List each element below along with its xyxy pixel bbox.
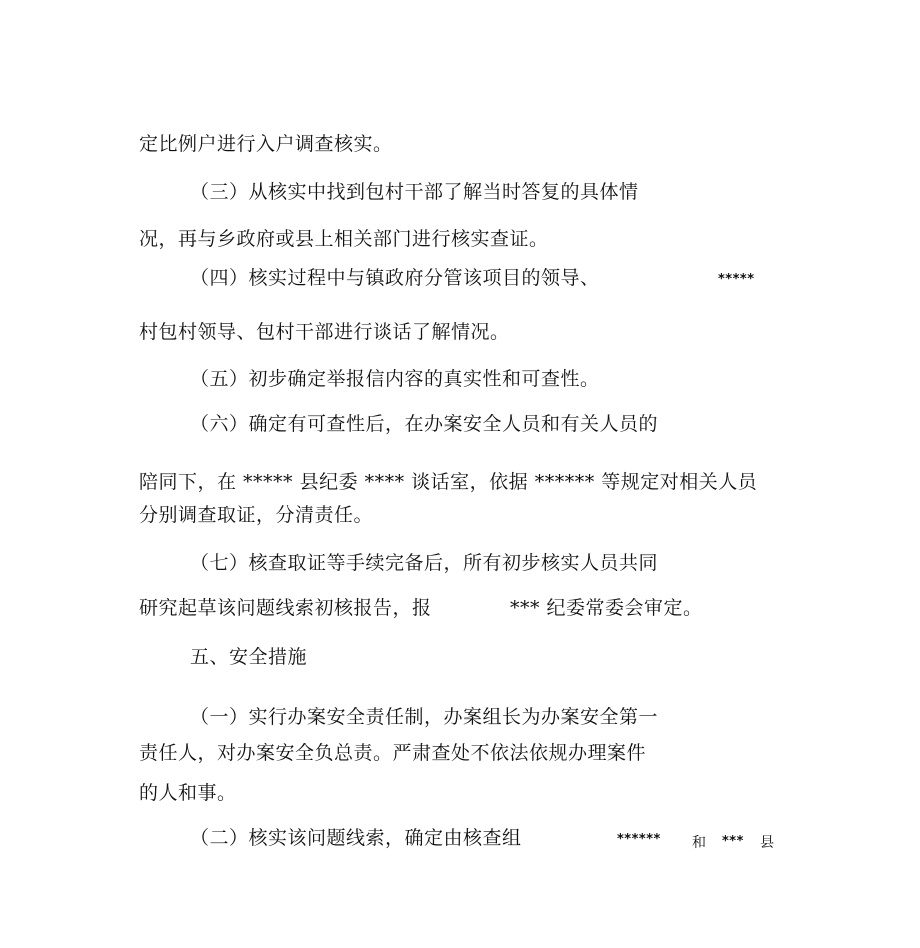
text-line: *** 纪委常委会审定。 — [510, 597, 703, 619]
text-line: 陪同下，在 ***** 县纪委 **** 谈话室，依据 ****** 等规定对相关人员 — [139, 471, 758, 493]
text-line: （二）核实该问题线索，确定由核查组 — [190, 827, 522, 849]
text-line: （七）核查取证等手续完备后，所有初步核实人员共同 — [190, 552, 659, 574]
text-line: 的人和事。 — [139, 782, 237, 804]
section-heading: 五、安全措施 — [190, 646, 308, 668]
text-fragment: 和 — [692, 835, 706, 851]
redacted-text: *** — [722, 834, 744, 849]
text-line: 研究起草该问题线索初核报告，报 — [139, 597, 432, 619]
redacted-text: ****** — [617, 832, 661, 847]
redacted-text: ***** — [718, 272, 755, 287]
text-line: 村包村领导、包村干部进行谈话了解情况。 — [139, 321, 510, 343]
text-line: （五）初步确定举报信内容的真实性和可查性。 — [190, 368, 600, 390]
text-line: （三）从核实中找到包村干部了解当时答复的具体情 — [190, 181, 639, 203]
text-line: （一）实行办案安全责任制，办案组长为办案安全第一 — [190, 706, 659, 728]
text-line: 责任人，对办案安全负总责。严肃查处不依法依规办理案件 — [139, 742, 647, 764]
text-line: （六）确定有可查性后，在办案安全人员和有关人员的 — [190, 413, 659, 435]
text-line: 分别调查取证，分清责任。 — [139, 504, 374, 526]
text-fragment: 县 — [760, 835, 774, 851]
text-line: 况，再与乡政府或县上相关部门进行核实查证。 — [139, 228, 549, 250]
text-line: 定比例户进行入户调查核实。 — [139, 133, 393, 155]
text-line: （四）核实过程中与镇政府分管该项目的领导、 — [190, 267, 600, 289]
